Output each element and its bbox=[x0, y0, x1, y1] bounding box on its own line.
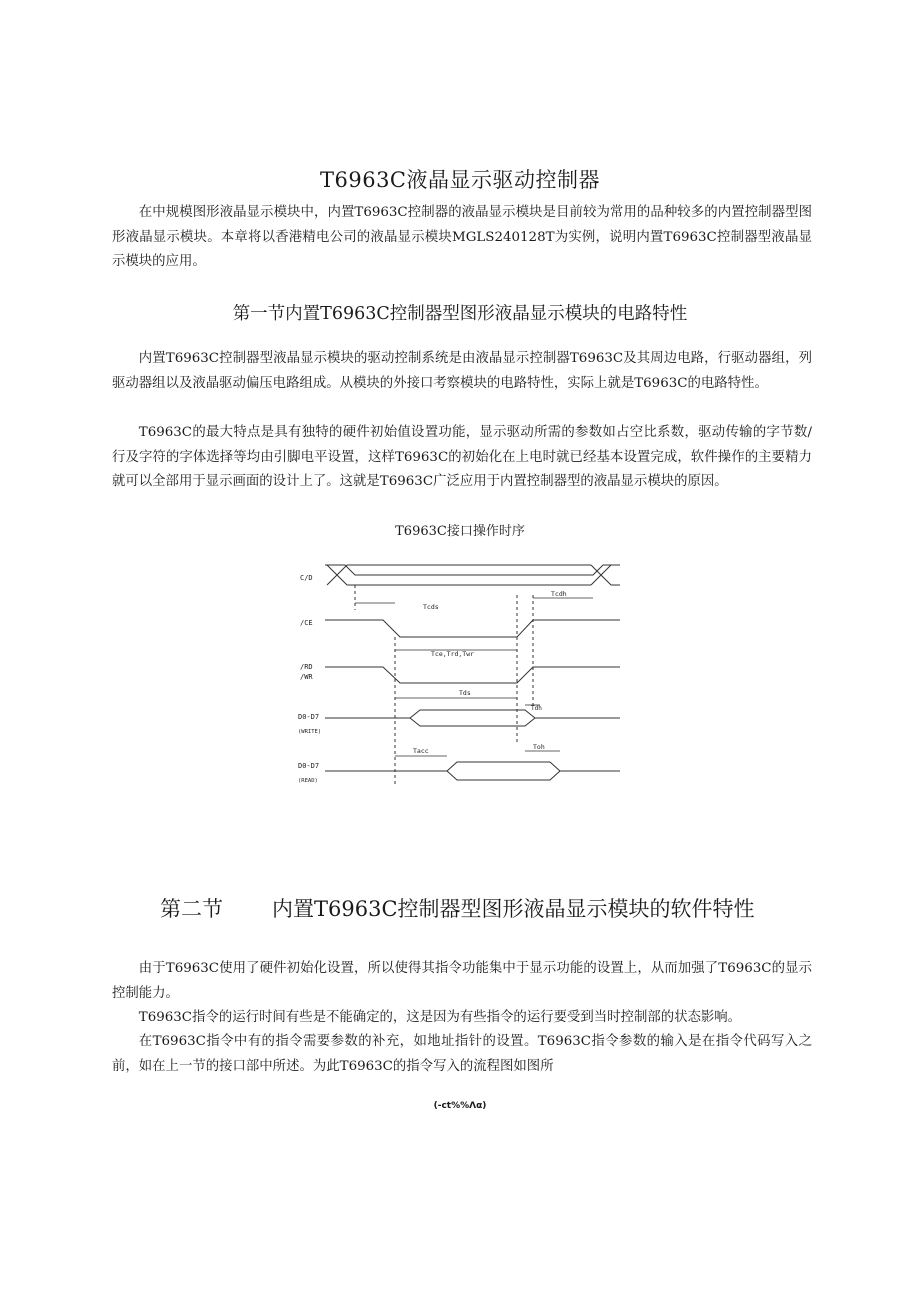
label-tcds: Tcds bbox=[423, 603, 439, 611]
section1-paragraph-2: T6963C的最大特点是具有独特的硬件初始值设置功能，显示驱动所需的参数如占空比系数，驱动传输的字节数/行及字符的字体选择等均由引脚电平设置，这样T6963C的初始化在上电时就已经基本设置完成，软件操作的主要精力就可以全部用于显示画面的设计上了。这就是T6963C广泛应用于内置控制器型的液晶显示模块的原因。 bbox=[112, 425, 812, 489]
read-data-waveform bbox=[325, 762, 620, 780]
section2-paragraph-3: 在T6963C指令中有的指令需要参数的补充，如地址指针的设置。T6963C指令参数的输入是在指令代码写入之前，如在上一节的接口部中所述。为此T6963C的指令写入的流程图如图所 bbox=[112, 1034, 812, 1074]
label-tds: Tds bbox=[459, 689, 471, 697]
signal-rd: /RD bbox=[300, 663, 313, 671]
label-tacc: Tacc bbox=[413, 747, 429, 755]
intro-paragraph: 在中规模图形液晶显示模块中，内置T6963C控制器的液晶显示模块是目前较为常用的品种较多的内置控制器型图形液晶显示模块。本章将以香港精电公司的液晶显示模块MGLS240128T为实例，说明内置T6963C控制器型液晶显示模块的应用。 bbox=[112, 205, 812, 269]
section1-heading: 第一节内置T6963C控制器型图形液晶显示模块的电路特性 bbox=[232, 304, 688, 324]
write-data-waveform bbox=[325, 710, 620, 726]
signal-read-note: (READ) bbox=[298, 778, 318, 784]
label-tce-trd-twr: Tce,Trd,Twr bbox=[431, 650, 475, 658]
rd-wr-waveform bbox=[325, 667, 620, 683]
section2-paragraph-2: T6963C指令的运行时间有些是不能确定的，这是因为有些指令的运行要受到当时控制部的状态影响。 bbox=[138, 1010, 742, 1025]
page-title: T6963C液晶显示驱动控制器 bbox=[319, 168, 601, 192]
label-tcdh: Tcdh bbox=[551, 590, 567, 598]
signal-write-note: (WRITE) bbox=[298, 729, 322, 735]
signal-cd: C/D bbox=[300, 574, 313, 582]
section2-number: 第二节 bbox=[160, 897, 223, 921]
cd-waveform bbox=[325, 565, 620, 575]
section2-paragraph-1: 由于T6963C使用了硬件初始化设置，所以使得其指令功能集中于显示功能的设置上，从而加强了T6963C的显示控制能力。 bbox=[112, 961, 812, 1001]
signal-wr: /WR bbox=[300, 673, 313, 681]
signal-data-write: D0-D7 bbox=[298, 713, 320, 721]
section2-heading bbox=[160, 893, 755, 923]
section2-title: 内置T6963C控制器型图形液晶显示模块的软件特性 bbox=[272, 897, 755, 921]
label-toh: Toh bbox=[533, 743, 545, 751]
figure-label: (-ct%%Λα) bbox=[433, 1101, 487, 1111]
ce-waveform bbox=[325, 620, 620, 637]
label-tdh: Tdh bbox=[531, 705, 542, 712]
timing-caption: T6963C接口操作时序 bbox=[395, 524, 525, 539]
timing-diagram bbox=[295, 555, 625, 790]
signal-ce: /CE bbox=[300, 619, 313, 627]
section1-paragraph-1: 内置T6963C控制器型液晶显示模块的驱动控制系统是由液晶显示控制器T6963C及其周边电路，行驱动器组，列驱动器组以及液晶驱动偏压电路组成。从模块的外接口考察模块的电路特性，实际上就是T6963C的电路特性。 bbox=[112, 351, 812, 391]
signal-data-read: D0-D7 bbox=[298, 762, 320, 770]
